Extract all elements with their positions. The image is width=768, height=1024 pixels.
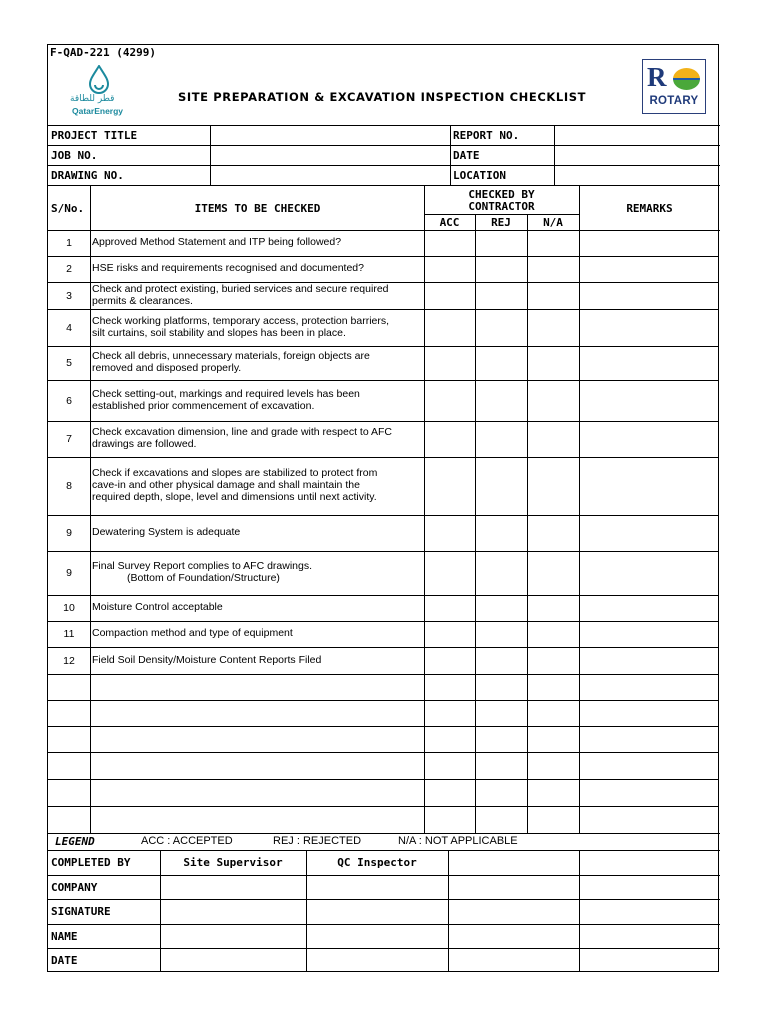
- acc-cell[interactable]: [425, 780, 475, 806]
- row-item-line: Check excavation dimension, line and grade with respect to AFC: [92, 426, 392, 438]
- table-row: [48, 779, 718, 806]
- remarks-cell[interactable]: [580, 727, 718, 752]
- row-item-line: Check and protect existing, buried services and secure required: [92, 282, 389, 295]
- rej-cell[interactable]: [476, 648, 527, 674]
- acc-cell[interactable]: [425, 310, 475, 346]
- items-header: ITEMS TO BE CHECKED: [194, 202, 321, 215]
- table-row: [48, 282, 718, 309]
- row-item-text: [92, 627, 422, 639]
- remarks-cell[interactable]: [580, 753, 718, 779]
- qatarenergy-drop-icon: [88, 65, 110, 95]
- table-row: [48, 621, 718, 647]
- rej-cell[interactable]: [476, 381, 527, 421]
- date-field[interactable]: [555, 146, 719, 165]
- acc-cell[interactable]: [425, 596, 475, 621]
- row-item-line: established prior commencement of excavation.: [92, 399, 315, 412]
- row-item-line: Dewatering System is adequate: [92, 526, 241, 538]
- date-label: DATE: [453, 149, 480, 162]
- remarks-cell[interactable]: [580, 675, 718, 700]
- remarks-cell[interactable]: [580, 780, 718, 806]
- table-row: [48, 806, 718, 833]
- signature-label: SIGNATURE: [51, 905, 111, 918]
- na-cell[interactable]: [528, 231, 579, 256]
- row-item-text: [92, 236, 422, 248]
- rej-cell[interactable]: [476, 231, 527, 256]
- rej-cell[interactable]: [476, 458, 527, 515]
- na-cell[interactable]: [528, 753, 579, 779]
- table-row: [48, 700, 718, 726]
- table-row: [48, 309, 718, 346]
- rej-cell[interactable]: [476, 257, 527, 282]
- sno-header: S/No.: [51, 202, 85, 215]
- row-item-line: Field Soil Density/Moisture Content Reports Filed: [92, 653, 322, 666]
- row-item-text: [92, 283, 422, 307]
- acc-cell[interactable]: [425, 231, 475, 256]
- row-item-text: [92, 467, 422, 503]
- remarks-cell[interactable]: [580, 283, 718, 309]
- acc-cell[interactable]: [425, 422, 475, 457]
- row-number: 9: [66, 567, 72, 579]
- na-cell[interactable]: [528, 347, 579, 380]
- rotary-logo-letter: R: [647, 62, 667, 92]
- row-item-line: permits & clearances.: [92, 294, 193, 307]
- rej-cell[interactable]: [476, 622, 527, 647]
- na-cell[interactable]: [528, 622, 579, 647]
- rej-cell[interactable]: [476, 422, 527, 457]
- row-item-line: Check setting-out, markings and required levels has been: [92, 387, 360, 400]
- table-row: [48, 726, 718, 752]
- na-cell[interactable]: [528, 458, 579, 515]
- row-item-text: [92, 560, 422, 584]
- row-item-text: [92, 350, 422, 374]
- completed-by-label: COMPLETED BY: [51, 856, 131, 869]
- row-item-text: [92, 388, 422, 412]
- table-row: [48, 421, 718, 457]
- row-item-text: [92, 601, 422, 613]
- na-cell[interactable]: [528, 516, 579, 551]
- row-item-text: [92, 426, 422, 450]
- rej-cell[interactable]: [476, 701, 527, 726]
- rotary-logo-text: ROTARY: [649, 95, 699, 107]
- acc-cell[interactable]: [425, 552, 475, 595]
- table-row: [48, 647, 718, 674]
- row-number: 3: [66, 289, 72, 302]
- acc-cell[interactable]: [425, 381, 475, 421]
- legend-row: [48, 834, 720, 850]
- location-label: LOCATION: [453, 169, 506, 182]
- job-no-label: JOB NO.: [51, 149, 98, 162]
- location-field[interactable]: [555, 166, 719, 185]
- drawing-no-label: DRAWING NO.: [51, 169, 124, 182]
- remarks-cell[interactable]: [580, 807, 718, 833]
- qc-inspector-header: QC Inspector: [337, 856, 417, 869]
- row-number: 1: [66, 237, 72, 249]
- rej-cell[interactable]: [476, 807, 527, 833]
- acc-cell[interactable]: [425, 458, 475, 515]
- remarks-cell[interactable]: [580, 458, 718, 515]
- job-no-field[interactable]: [211, 146, 450, 165]
- rej-cell[interactable]: [476, 753, 527, 779]
- row-item-line: Check if excavations and slopes are stabilized to protect from: [92, 467, 378, 479]
- checklist-sheet: [47, 44, 719, 972]
- rotary-ball-icon: [673, 68, 700, 90]
- row-number: 2: [66, 263, 72, 275]
- rej-cell[interactable]: [476, 727, 527, 752]
- row-item-line: Final Survey Report complies to AFC drawings.: [92, 560, 313, 572]
- row-item-text: [92, 654, 422, 666]
- rej-header: REJ: [491, 216, 511, 229]
- table-row: [48, 230, 718, 256]
- row-item-line: Check working platforms, temporary access, protection barriers,: [92, 314, 390, 327]
- na-cell[interactable]: [528, 675, 579, 700]
- acc-cell[interactable]: [425, 622, 475, 647]
- company-label: COMPANY: [51, 881, 98, 894]
- row-number: 7: [66, 433, 72, 445]
- report-no-field[interactable]: [555, 126, 719, 145]
- na-cell[interactable]: [528, 310, 579, 346]
- remarks-cell[interactable]: [580, 552, 718, 595]
- row-item-line: Check all debris, unnecessary materials, foreign objects are: [92, 350, 370, 362]
- row-number: 4: [66, 321, 72, 334]
- row-item-line: Moisture Control acceptable: [92, 601, 223, 613]
- remarks-cell[interactable]: [580, 701, 718, 726]
- remarks-cell[interactable]: [580, 347, 718, 380]
- row-item-line: drawings are followed.: [92, 438, 197, 450]
- na-cell[interactable]: [528, 727, 579, 752]
- project-title-label: PROJECT TITLE: [51, 129, 138, 142]
- na-cell[interactable]: [528, 283, 579, 309]
- row-number: 11: [63, 628, 75, 640]
- na-cell[interactable]: [528, 552, 579, 595]
- row-item-line: required depth, slope, level and dimensions until next activity.: [92, 491, 377, 503]
- rej-cell[interactable]: [476, 310, 527, 346]
- table-row: [48, 457, 718, 515]
- legend-acc: ACC : ACCEPTED: [141, 835, 233, 847]
- table-row: [48, 595, 718, 621]
- row-item-line: HSE risks and requirements recognised and documented?: [92, 262, 364, 274]
- na-cell[interactable]: [528, 701, 579, 726]
- remarks-cell[interactable]: [580, 381, 718, 421]
- rej-cell[interactable]: [476, 552, 527, 595]
- page-title: SITE PREPARATION & EXCAVATION INSPECTION CHECKLIST: [177, 90, 587, 104]
- na-cell[interactable]: [528, 780, 579, 806]
- table-row: [48, 551, 718, 595]
- legend-label: LEGEND: [55, 835, 95, 848]
- acc-cell[interactable]: [425, 347, 475, 380]
- site-supervisor-header: Site Supervisor: [183, 856, 283, 869]
- row-number: 9: [66, 527, 72, 539]
- remarks-cell[interactable]: [580, 257, 718, 282]
- remarks-cell[interactable]: [580, 596, 718, 621]
- na-cell[interactable]: [528, 648, 579, 674]
- acc-cell[interactable]: [425, 516, 475, 551]
- table-row: [48, 674, 718, 700]
- na-cell[interactable]: [528, 381, 579, 421]
- acc-cell[interactable]: [425, 648, 475, 674]
- table-row: [48, 346, 718, 380]
- legend-rej: REJ : REJECTED: [273, 835, 362, 847]
- rej-cell[interactable]: [476, 516, 527, 551]
- row-number: 10: [63, 602, 75, 614]
- qatarenergy-logo-text: QatarEnergy: [72, 106, 124, 116]
- row-item-line: cave-in and other physical damage and shall maintain the: [92, 479, 360, 491]
- row-item-line: silt curtains, soil stability and slopes has been in place.: [92, 326, 346, 339]
- row-item-line: Compaction method and type of equipment: [92, 627, 293, 639]
- row-number: 6: [66, 394, 72, 407]
- na-cell[interactable]: [528, 807, 579, 833]
- rej-cell[interactable]: [476, 780, 527, 806]
- table-row: [48, 380, 718, 421]
- rej-cell[interactable]: [476, 596, 527, 621]
- signoff-date-label: DATE: [51, 954, 78, 967]
- remarks-cell[interactable]: [580, 648, 718, 674]
- report-no-label: REPORT NO.: [453, 129, 520, 142]
- row-number: 8: [66, 480, 72, 492]
- rotary-logo-icon: [642, 59, 706, 114]
- form-number: F-QAD-221 (4299): [50, 46, 156, 59]
- acc-cell[interactable]: [425, 675, 475, 700]
- row-item-text: [92, 262, 422, 274]
- rej-cell[interactable]: [476, 283, 527, 309]
- row-number: 5: [66, 357, 72, 369]
- checked-by-header: CHECKED BY: [468, 188, 535, 201]
- remarks-header: REMARKS: [626, 202, 673, 215]
- table-row: [48, 515, 718, 551]
- table-row: [48, 752, 718, 779]
- row-item-line: (Bottom of Foundation/Structure): [92, 572, 280, 584]
- row-number: 12: [63, 654, 75, 667]
- na-cell[interactable]: [528, 257, 579, 282]
- legend-na: N/A : NOT APPLICABLE: [398, 835, 518, 847]
- project-title-field[interactable]: [211, 126, 450, 145]
- qatarenergy-arabic-text: قطر للطاقة: [70, 94, 115, 104]
- na-cell[interactable]: [528, 596, 579, 621]
- acc-cell[interactable]: [425, 701, 475, 726]
- acc-cell[interactable]: [425, 283, 475, 309]
- name-label: NAME: [51, 930, 78, 943]
- na-cell[interactable]: [528, 422, 579, 457]
- acc-header: ACC: [439, 216, 460, 229]
- row-item-line: removed and disposed properly.: [92, 362, 242, 374]
- remarks-cell[interactable]: [580, 422, 718, 457]
- acc-cell[interactable]: [425, 727, 475, 752]
- acc-cell[interactable]: [425, 807, 475, 833]
- na-header: N/A: [543, 216, 563, 229]
- remarks-cell[interactable]: [580, 516, 718, 551]
- acc-cell[interactable]: [425, 257, 475, 282]
- row-item-text: [92, 315, 422, 339]
- rej-cell[interactable]: [476, 675, 527, 700]
- drawing-no-field[interactable]: [211, 166, 450, 185]
- acc-cell[interactable]: [425, 753, 475, 779]
- remarks-cell[interactable]: [580, 231, 718, 256]
- rej-cell[interactable]: [476, 347, 527, 380]
- row-item-text: [92, 526, 422, 538]
- contractor-header: CONTRACTOR: [468, 200, 535, 213]
- row-item-line: Approved Method Statement and ITP being followed?: [92, 236, 342, 248]
- table-row: [48, 256, 718, 282]
- remarks-cell[interactable]: [580, 622, 718, 647]
- remarks-cell[interactable]: [580, 310, 718, 346]
